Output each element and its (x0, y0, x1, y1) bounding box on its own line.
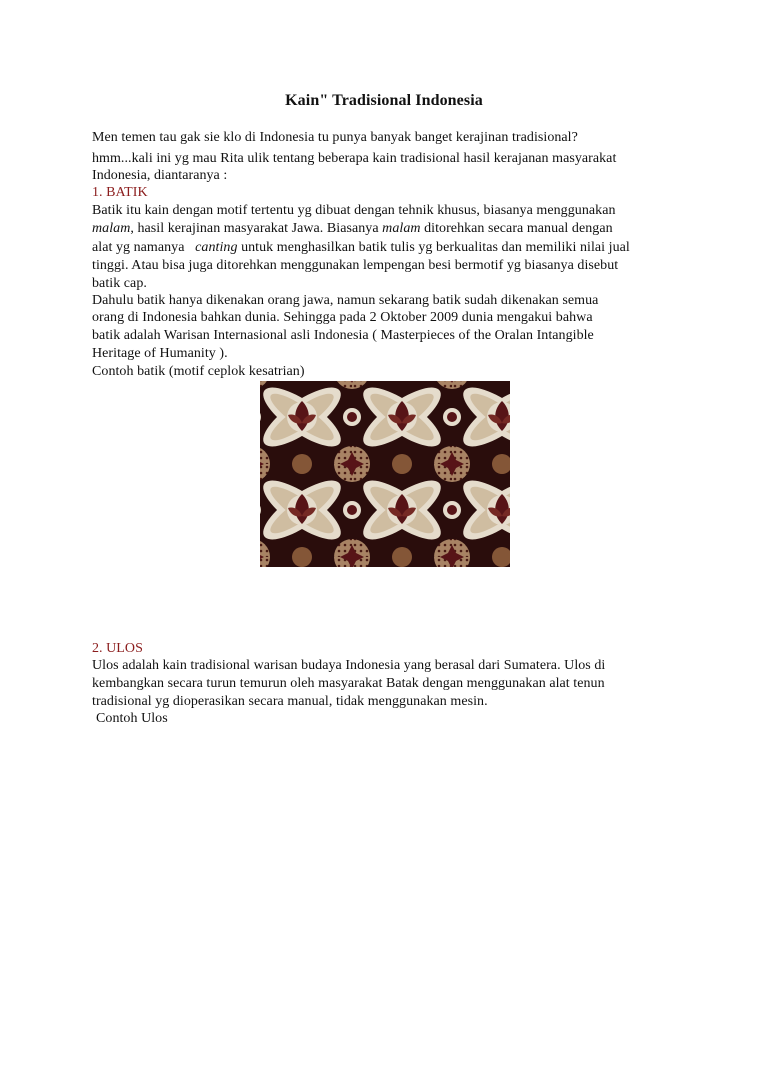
intro-line-2: hmm...kali ini yg mau Rita ulik tentang beberapa kain tradisional hasil kerajanan masyarakat (92, 151, 617, 166)
ulos-line-2: kembangkan secara turun temurun oleh masyarakat Batak dengan menggunakan alat tenun (92, 676, 605, 691)
batik-line-9: Heritage of Humanity ). (92, 346, 228, 361)
batik-example-caption: Contoh batik (motif ceplok kesatrian) (92, 364, 305, 379)
batik-line-3: alat yg namanya canting untuk menghasilkan batik tulis yg berkualitas dan memiliki nilai jual (92, 240, 630, 255)
batik-term-canting: canting (195, 240, 238, 255)
batik-line-6: Dahulu batik hanya dikenakan orang jawa, namun sekarang batik sudah dikenakan semua (92, 293, 599, 308)
batik-line-2: malam, hasil kerajinan masyarakat Jawa. Biasanya malam ditorehkan secara manual dengan (92, 221, 613, 236)
batik-term-malam: malam (92, 221, 131, 236)
batik-line-7: orang di Indonesia bahkan dunia. Sehingga pada 2 Oktober 2009 dunia mengakui bahwa (92, 310, 593, 325)
batik-line-1: Batik itu kain dengan motif tertentu yg dibuat dengan tehnik khusus, biasanya menggunakan (92, 203, 616, 218)
intro-line-1: Men temen tau gak sie klo di Indonesia tu punya banyak banget kerajinan tradisional? (92, 130, 578, 145)
document-title: Kain" Tradisional Indonesia (285, 92, 483, 109)
batik-line-5: batik cap. (92, 276, 147, 291)
batik-line-8: batik adalah Warisan Internasional asli Indonesia ( Masterpieces of the Oralan Intangible (92, 328, 594, 343)
intro-line-3: Indonesia, diantaranya : (92, 168, 228, 183)
batik-heading: 1. BATIK (92, 185, 148, 200)
batik-line-4: tinggi. Atau bisa juga ditorehkan menggunakan lempengan besi bermotif yg biasanya disebut (92, 258, 619, 273)
batik-term-malam-2: malam (382, 221, 421, 236)
batik-ceplok-kesatrian-image (260, 381, 510, 567)
ulos-heading: 2. ULOS (92, 641, 143, 656)
ulos-line-1: Ulos adalah kain tradisional warisan budaya Indonesia yang berasal dari Sumatera. Ulos di (92, 658, 606, 673)
ulos-line-3: tradisional yg dioperasikan secara manual, tidak menggunakan mesin. (92, 694, 488, 709)
ulos-example-caption: Contoh Ulos (96, 711, 168, 726)
